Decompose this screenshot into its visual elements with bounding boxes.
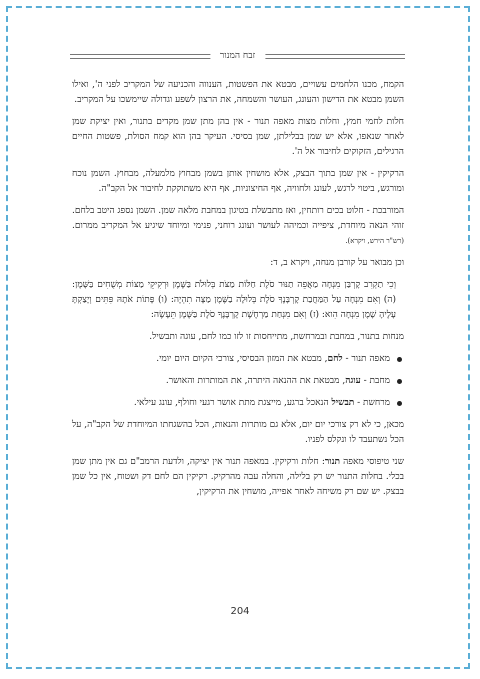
bullet-rest: הנאכל ברגע, מייצגת מתת אושר רגעי וחולף, עונג עילאי. xyxy=(133,398,332,408)
verse-quote: וְכִי תַקְרִב קָרְבַּן מִנְחָה מַאֲפֵה תַנּוּר סֹלֶת חַלּוֹת מַצֹּת בְּלוּלֹת בַּשֶּׁמֶן וּרְקִיקֵי מַצּוֹת מְשֻׁחִים בַּשָּׁמֶן: (ה) וְאִם מִנְחָה עַל הַמַּחֲבַת קָרְבָּנֶךָ סֹלֶת בְּלוּלָה בַשֶּׁמֶן מַצָּה תִהְיֶה: (ו) פָּתוֹת אֹתָהּ פִּתִּים וְיָצַקְתָּ עָלֶיהָ שָׁמֶן מִנְחָה הִוא: (ז) וְאִם מִנְחַת מַרְחֶשֶׁת קָרְבָּנֶךָ סֹלֶת בַּשֶּׁמֶן תֵּעָשֶׂה: xyxy=(72,280,396,320)
bullet-prefix: מאפה תנור - xyxy=(342,354,390,364)
final-bold: תנור xyxy=(324,457,340,467)
bullet-bold: תבשיל xyxy=(331,398,355,408)
page-number: 204 xyxy=(230,606,250,617)
paragraph-4 xyxy=(72,204,404,249)
after-verse: מנחות בתנור, במחבת ובמרחשת, מתייחסות זו לזו כמו לחם, עוגה ותבשיל. xyxy=(149,332,404,342)
final-rest: : חלות ורקיקין. במאפה תנור אין יציקה, ולדעת הרמב"ם גם אין מתן שמן בכלי. בחלות התנור יש רק בלילה, והחלה עבה מהרקיק. רקיקין הם לחם דק ושטוח, אין כל שמן בבצק. יש שם רק משיחה לאחר אפייה, מושחין את הרקיקין, xyxy=(72,457,404,497)
final-prefix: שני טיפוסי מאפה xyxy=(340,457,404,467)
header-title: זבח המנור xyxy=(210,46,265,66)
bullet-bold: לחם xyxy=(327,354,343,364)
bullet-rest: , מבטא את המזון הבסיסי, צורכי הקיום היום יומי. xyxy=(156,354,328,364)
paragraph-4-ref: (רש"ר הירש, ויקרא). xyxy=(345,237,404,245)
verse-intro: וכן מבואר על קורבן מנחה, ויקרא ב, ד: xyxy=(270,258,404,268)
final-paragraph xyxy=(72,455,404,500)
bullet-prefix: מרחשת - xyxy=(354,398,390,408)
bullet-item-cake xyxy=(72,374,390,389)
bullet-list xyxy=(72,352,404,411)
paragraph-4-text: המורבכת - חלוט בכים רותחין, ואז מתבשלת בטיגון במחבת מלאה שמן. השמן נספג היטב בלחם. זוהי הנאה מיוחדת, ציפייה וכמיהה לעושר ועונג רוחני, פנימי ומיוחד שיגיע אל המקריב ממרום. xyxy=(72,206,404,231)
paragraph-1: הקמח, מכנו הלחמים עשויים, מבטא את הפשטות, הענווה והכניעה של המקריב לפני ה', ואילו השמן מבטא את הדישון והעונג, העושר והשמחה, את הרצון לשפע וגדולה שיימשכו על המקריב. xyxy=(72,80,404,105)
bullet-rest: , מבטאת את ההנאה היתרה, את המותרות והאושר. xyxy=(165,376,346,386)
bullet-item-stew xyxy=(72,396,390,411)
running-header xyxy=(70,46,405,66)
paragraph-3: הרקיקין - אין שמן בתוך הבצק, אלא מושחין אותן בשמן מבחוץ מלמעלה, מבחוץ. השמן נוכח ומורגש, ביטוי לרגש, לעונג ולחוויה, אף החיצוניות, אף היא משתוקקת לחיבור אל הקב"ה. xyxy=(72,169,404,194)
page-content xyxy=(72,78,404,507)
bullet-item-bread xyxy=(72,352,390,367)
bullet-bold: עוגה xyxy=(345,376,361,386)
paragraph-2: חלות לחמי חמץ, וחלות מצות מאפה תנור - אין בהן מתן שמן מקדים בתנור, ואין יציקת שמן לאחר שנאפו, אלא יש שמן בבלילתן, שמן בסיסי. העיקר בהן הוא קמח הסולת, פשטות החיים הרגילים, הזקוקים לחיבור אל ה'. xyxy=(72,117,404,157)
closing-paragraph: מכאן, כי לא רק צורכי יום יום, אלא גם מותרות והנאות, הכל בהשגחתו המיוחדת של הקב"ה, על הכל נשתעבד לו ונקלס לפניו. xyxy=(72,420,404,445)
bullet-prefix: מחבת - xyxy=(360,376,390,386)
